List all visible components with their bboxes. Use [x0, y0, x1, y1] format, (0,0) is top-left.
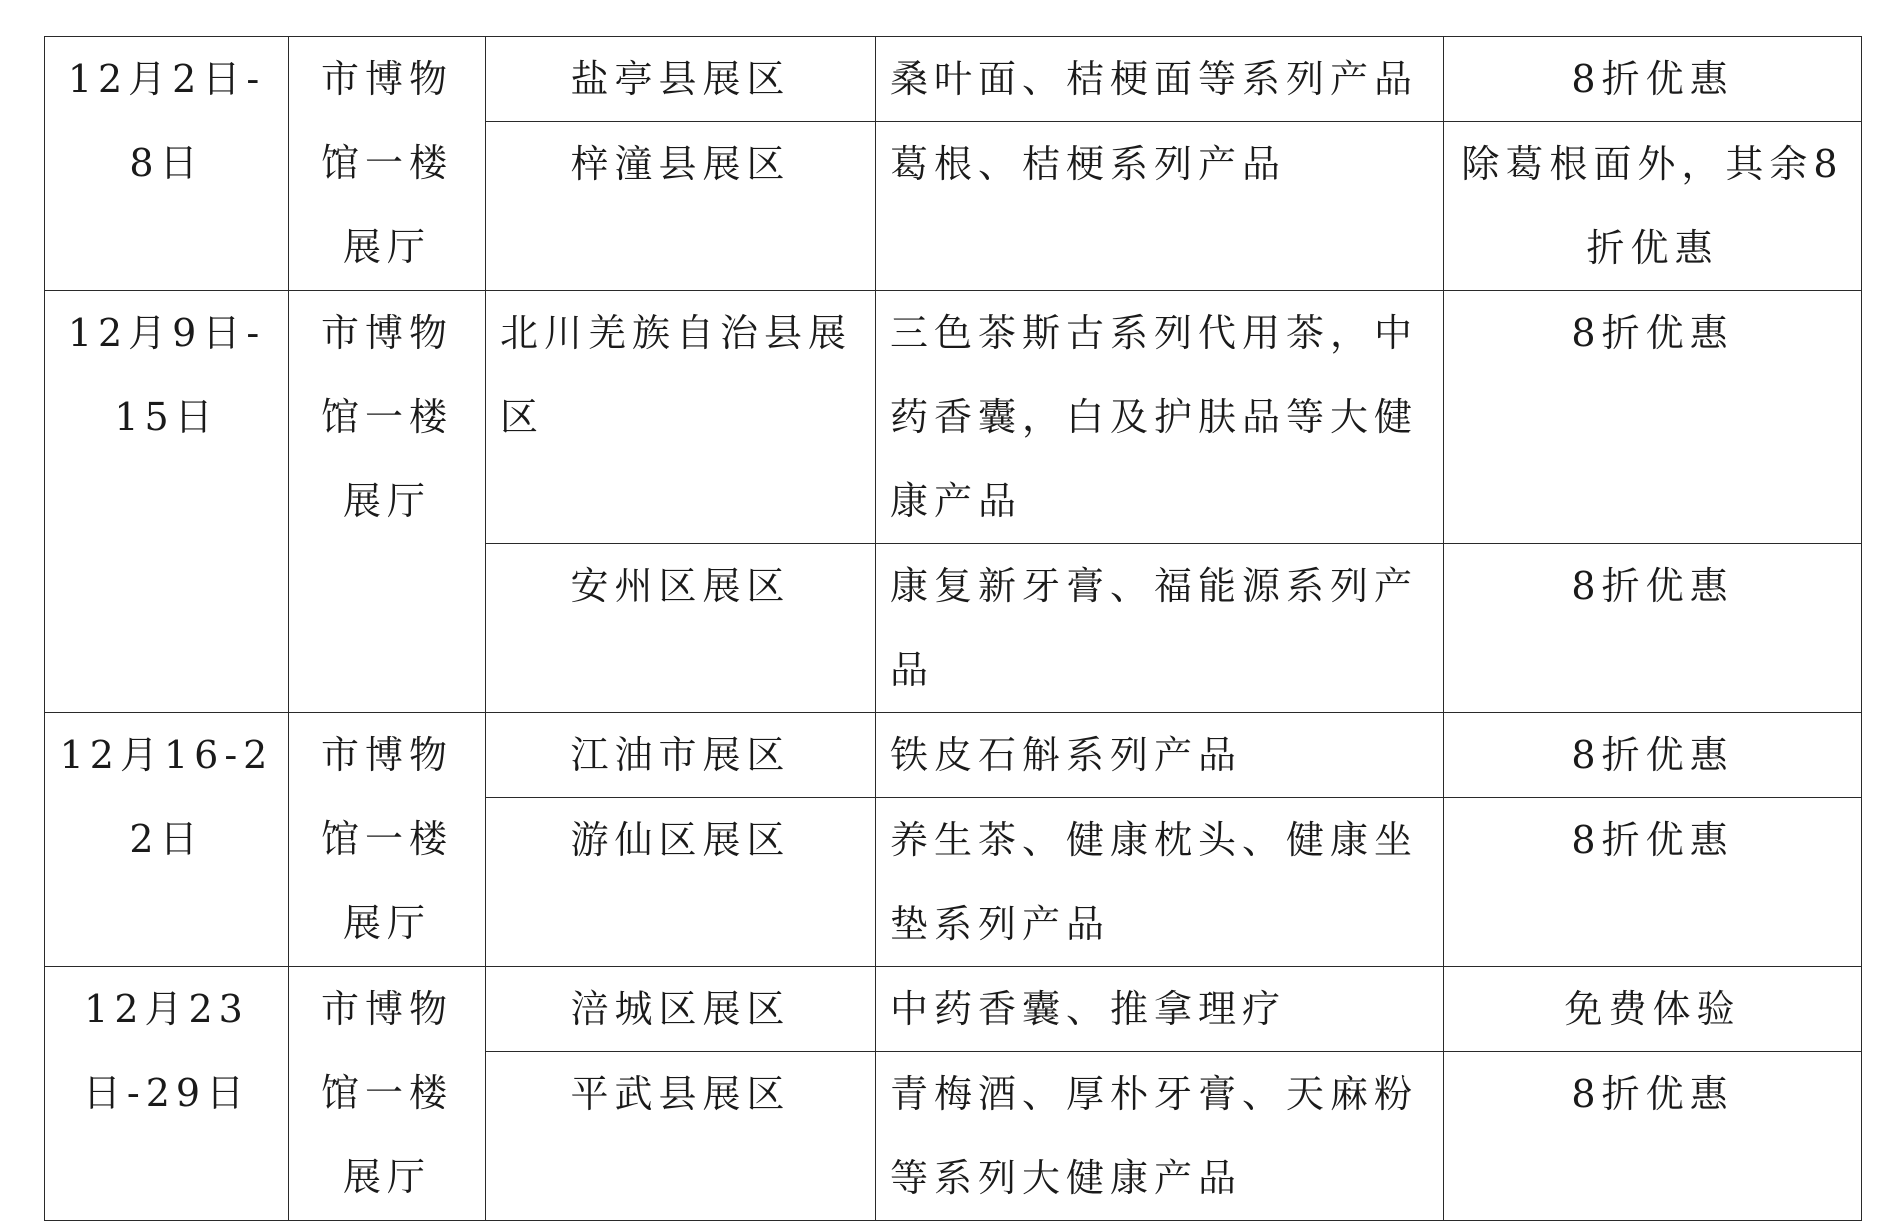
zone-cell: 盐亭县展区 [486, 37, 876, 122]
discount-cell: 8折优惠 [1444, 291, 1862, 544]
product-cell: 葛根、桔梗系列产品 [876, 122, 1444, 291]
product-cell: 桑叶面、桔梗面等系列产品 [876, 37, 1444, 122]
zone-cell: 北川羌族自治县展区 [486, 291, 876, 544]
discount-cell: 8折优惠 [1444, 798, 1862, 967]
venue-cell: 市博物馆一楼展厅 [289, 713, 486, 967]
zone-cell: 平武县展区 [486, 1052, 876, 1221]
discount-cell: 8折优惠 [1444, 1052, 1862, 1221]
table-row [45, 967, 1862, 1052]
product-cell: 三色茶斯古系列代用茶，中药香囊，白及护肤品等大健康产品 [876, 291, 1444, 544]
table-row [45, 37, 1862, 122]
zone-cell: 江油市展区 [486, 713, 876, 798]
product-cell: 青梅酒、厚朴牙膏、天麻粉等系列大健康产品 [876, 1052, 1444, 1221]
discount-cell: 免费体验 [1444, 967, 1862, 1052]
discount-cell: 8折优惠 [1444, 37, 1862, 122]
date-cell: 12月9日-15日 [45, 291, 289, 713]
product-cell: 康复新牙膏、福能源系列产品 [876, 544, 1444, 713]
date-cell: 12月23日-29日 [45, 967, 289, 1221]
date-cell: 12月2日-8日 [45, 37, 289, 291]
venue-cell: 市博物馆一楼展厅 [289, 291, 486, 713]
product-cell: 中药香囊、推拿理疗 [876, 967, 1444, 1052]
product-cell: 养生茶、健康枕头、健康坐垫系列产品 [876, 798, 1444, 967]
zone-cell: 安州区展区 [486, 544, 876, 713]
exhibition-schedule-table [44, 36, 1862, 1221]
discount-cell: 8折优惠 [1444, 713, 1862, 798]
zone-cell: 游仙区展区 [486, 798, 876, 967]
table-row [45, 713, 1862, 798]
venue-cell: 市博物馆一楼展厅 [289, 967, 486, 1221]
zone-cell: 涪城区展区 [486, 967, 876, 1052]
discount-cell: 8折优惠 [1444, 544, 1862, 713]
zone-cell: 梓潼县展区 [486, 122, 876, 291]
product-cell: 铁皮石斛系列产品 [876, 713, 1444, 798]
venue-cell: 市博物馆一楼展厅 [289, 37, 486, 291]
table-row [45, 291, 1862, 544]
discount-cell: 除葛根面外，其余8折优惠 [1444, 122, 1862, 291]
date-cell: 12月16-22日 [45, 713, 289, 967]
